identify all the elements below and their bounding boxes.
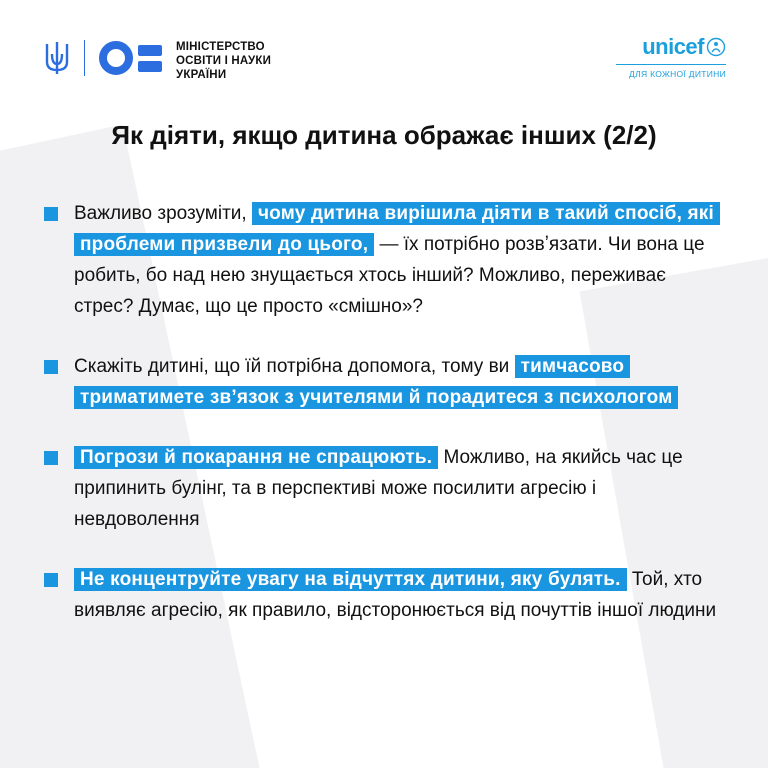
header — [0, 0, 768, 100]
list-item — [44, 442, 724, 535]
list-item — [44, 564, 724, 626]
item-highlight: Погрози й покарання не спрацюють. — [74, 446, 438, 469]
item-text: Важливо зрозуміти, — [74, 203, 252, 224]
page-title: Як діяти, якщо дитина ображає інших (2/2) — [111, 120, 657, 150]
advice-list — [44, 198, 724, 655]
unicef-wordmark: unicef — [642, 34, 704, 59]
bullet-square-icon — [44, 360, 58, 374]
item-highlight: Не концентруйте увагу на відчуттях дитини, яку булять. — [74, 568, 627, 591]
unicef-tagline: ДЛЯ КОЖНОЇ ДИТИНИ — [629, 69, 726, 79]
ministry-line: МІНІСТЕРСТВО — [176, 41, 265, 53]
item-text: Можливо, на якийсь час це припинить булінг, та в перспективі може посилити агресію і невдоволення — [74, 447, 683, 530]
item-text: — їх потрібно розвʼязати. Чи вона це робить, бо над нею знущається хтось інший? Можливо, переживає стрес? Думає, що це просто «смішно»? — [74, 234, 705, 317]
unicef-emblem-icon — [706, 37, 726, 57]
trident-icon — [44, 40, 70, 76]
logo-divider — [84, 40, 85, 76]
item-highlight: чому дитина вирішила діяти в такий спосіб, які проблеми призвели до цього, — [74, 202, 720, 256]
list-item — [44, 351, 724, 413]
item-text: Скажіть дитині, що їй потрібна допомога, тому ви — [74, 356, 515, 377]
ministry-line: УКРАЇНИ — [176, 69, 227, 81]
item-highlight: тимчасово триматимете звʼязок з учителями й порадитеся з психологом — [74, 355, 678, 409]
unicef-logo — [616, 34, 726, 86]
list-item — [44, 198, 724, 322]
unicef-underline — [616, 64, 726, 65]
bullet-square-icon — [44, 573, 58, 587]
ministry-line: ОСВІТИ І НАУКИ — [176, 55, 272, 67]
item-text: Той, хто виявляє агресію, як правило, відсторонюється від почуттів іншої людини — [74, 569, 717, 621]
ministry-name — [176, 40, 271, 82]
bullet-square-icon — [44, 207, 58, 221]
ministry-logo-icon — [98, 40, 168, 76]
bullet-square-icon — [44, 451, 58, 465]
